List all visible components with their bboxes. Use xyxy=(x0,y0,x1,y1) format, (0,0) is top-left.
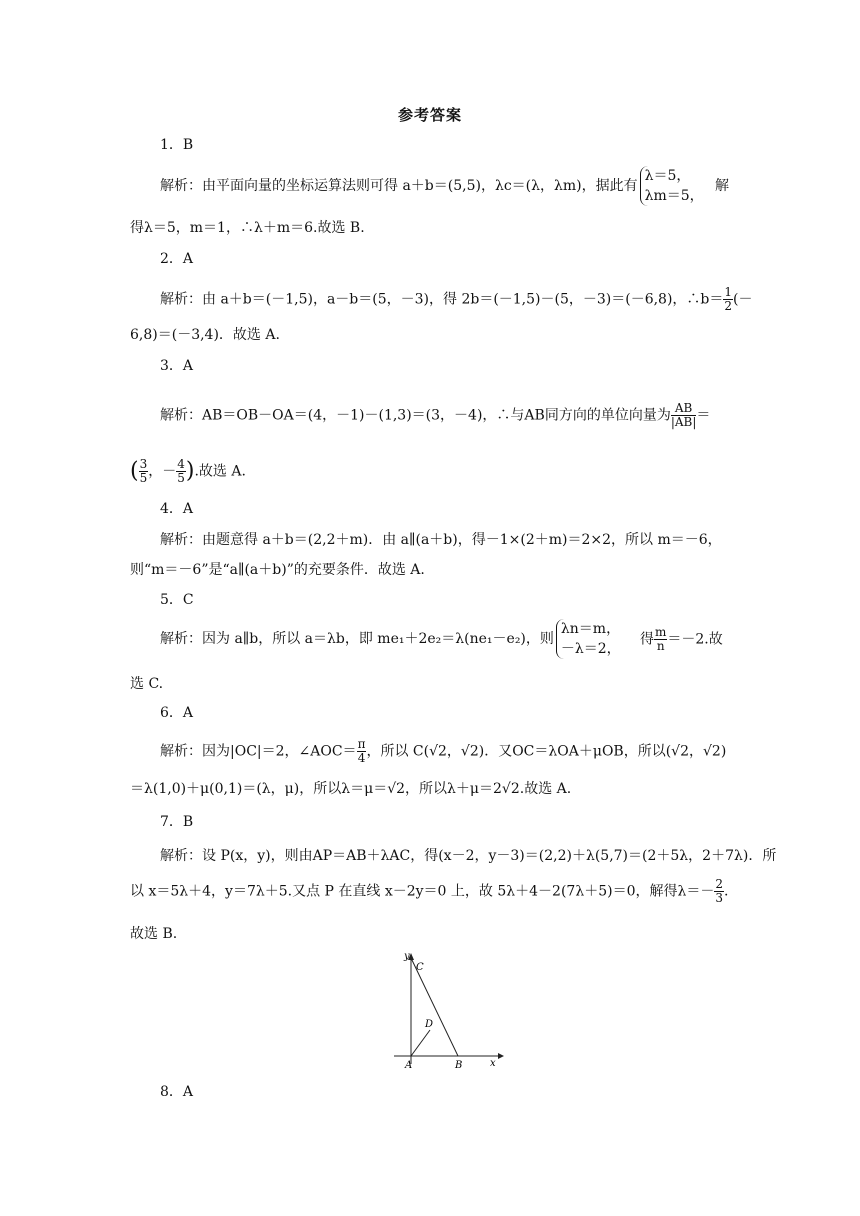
q3-line2: ( $\frac{3}{5}$ ，－ $\frac{4}{5}$ ).故选 A. xyxy=(130,457,246,485)
q1-line1-tail: 解 xyxy=(715,178,729,194)
q3-fraction: $\frac{AB}{|AB|}$ xyxy=(670,401,697,429)
answer-6: 6．A xyxy=(160,705,194,721)
q7-fraction: $\frac{2}{3}$ xyxy=(715,877,723,905)
x-axis-arrow xyxy=(498,1053,504,1059)
q5-system: λn＝m， －λ＝2， xyxy=(556,619,621,659)
label-x: x xyxy=(490,1058,496,1069)
label-d: D xyxy=(425,1019,434,1030)
q2-line2: 6,8)＝(－3,4)．故选 A. xyxy=(130,327,280,343)
q6-fraction: $\frac{\pi}{4}$ xyxy=(357,737,366,765)
q4-line1: 解析：由题意得 a＋b＝(2,2＋m)．由 a∥(a＋b)，得－1×(2＋m)＝2×2，所以 m＝－6， xyxy=(160,532,722,548)
page-title: 参考答案 xyxy=(397,106,462,124)
q1-line2: 得λ＝5，m＝1，∴λ＋m＝6.故选 B. xyxy=(130,220,365,236)
q7-line2: 以 x＝5λ＋4，y＝7λ＋5.又点 P 在直线 x－2y＝0 上，故 5λ＋4－2(7λ＋5)＝0，解得λ＝－ $\frac{2}{3}$ . xyxy=(130,877,729,905)
answer-5: 5．C xyxy=(160,592,194,608)
q5-line1: 解析：因为 a∥b，所以 a＝λb，即 me₁＋2e₂＝λ(ne₁－e₂)，则λn＝m， －λ＝2， xyxy=(160,621,621,657)
q3-line1: 解析：AB＝OB－OA＝(4，－1)－(1,3)＝(3，－4)，∴与AB同方向的单位向量为 $\frac{AB}{|AB|}$ ＝ xyxy=(160,401,711,429)
label-a: A xyxy=(405,1060,413,1071)
label-b: B xyxy=(455,1060,463,1071)
q7-line3: 故选 B. xyxy=(130,926,178,942)
q7-line1: 解析：设 P(x，y)，则由AP＝AB＋λAC，得(x－2，y－3)＝(2,2)＋λ(5,7)＝(2＋5λ，2＋7λ)．所 xyxy=(160,848,777,864)
label-c: C xyxy=(416,962,424,973)
q6-line2: ＝λ(1,0)＋μ(0,1)＝(λ，μ)，所以λ＝μ＝√2，所以λ＋μ＝2√2.故选 A. xyxy=(130,781,572,797)
answer-1: 1．B xyxy=(160,137,194,153)
q1-line1: 解析：由平面向量的坐标运算法则可得 a＋b＝(5,5)，λc＝(λ，λm)，据此有λ＝5， λm＝5， xyxy=(160,168,704,204)
q1-system: λ＝5， λm＝5， xyxy=(640,166,704,206)
answer-3: 3．A xyxy=(160,358,194,374)
label-y: y xyxy=(404,951,410,962)
answer-4: 4．A xyxy=(160,501,194,517)
answer-7: 7．B xyxy=(160,814,194,830)
answer-2: 2．A xyxy=(160,251,194,267)
q5-line2: 选 C. xyxy=(130,676,164,692)
answer-8: 8．A xyxy=(160,1084,194,1100)
q5-line1-tail: 得 $\frac{m}{n}$ ＝－2.故 xyxy=(640,625,723,653)
q4-line2: 则“m＝－6”是“a∥(a＋b)”的充要条件．故选 A. xyxy=(130,562,425,578)
segment-ad xyxy=(411,1030,430,1056)
q2-line1: 解析：由 a＋b＝(－1,5)，a－b＝(5，－3)，得 2b＝(－1,5)－(5，－3)＝(－6,8)，∴b＝ $\frac{1}{2}$ (－ xyxy=(160,285,753,313)
q2-fraction: $\frac{1}{2}$ xyxy=(724,285,733,313)
geometry-figure xyxy=(390,948,510,1072)
q6-line1: 解析：因为|OC|＝2，∠AOC＝ $\frac{\pi}{4}$ ，所以 C(√2，√2)．又OC＝λOA＋μOB，所以(√2，√2) xyxy=(160,737,727,765)
